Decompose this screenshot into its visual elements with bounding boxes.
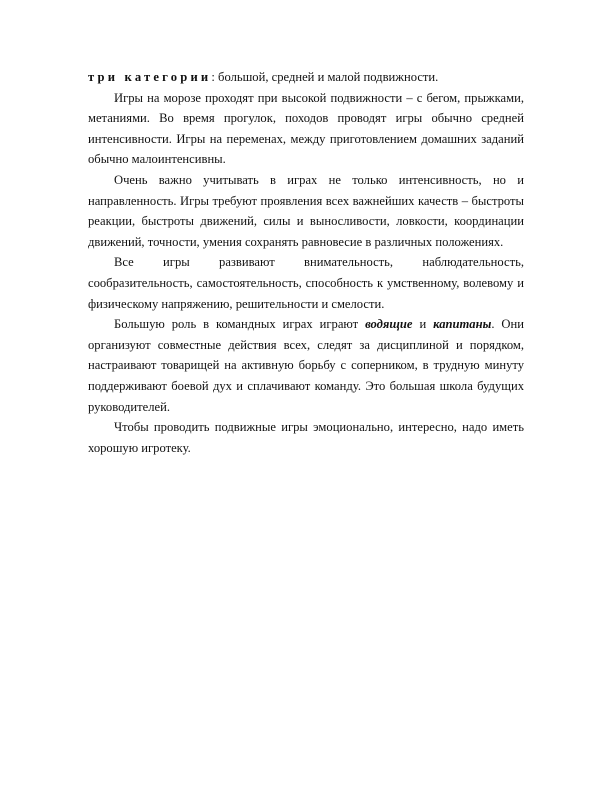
- emphasis-leaders: водящие: [365, 317, 413, 332]
- emphasis-captains: капитаны: [433, 317, 492, 332]
- paragraph-text: Большую роль в командных играх играют: [114, 317, 366, 332]
- paragraph-intensity: Игры на морозе проходят при высокой подвижности – с бегом, прыжками, метаниями. Во время прогулок, походов проводят игры обычно средней интенсивности. Игры на переменах, между приготовлением домашних заданий обычно малоинтенсивны.: [88, 90, 524, 167]
- paragraph-direction: Очень важно учитывать в играх не только интенсивность, но и направленность. Игры требуют проявления всех важнейших качеств – быстроты реакции, быстроты движений, силы и выносливости, ловкости, координации движений, точности, умения сохранять равновесие в различных положениях.: [88, 172, 524, 249]
- paragraph-text: . Они организуют совместные действия всех, следят за дисциплиной и порядком, настраивают товарищей на активную борьбу с соперником, в трудную минуту поддерживают боевой дух и сплачивают команду. Это большая школа будущих руководителей.: [88, 317, 525, 414]
- body-text: [88, 67, 524, 458]
- paragraph-team-roles: [88, 314, 524, 417]
- paragraph-categories: [88, 67, 524, 88]
- paragraph-text: и: [412, 317, 434, 332]
- spaced-emphasis: три категории: [88, 70, 212, 84]
- paragraph-text: : большой, средней и малой подвижности.: [211, 70, 439, 84]
- paragraph-development: Все игры развивают внимательность, наблюдательность, сообразительность, самостоятельность, способность к умственному, волевому и физическому напряжению, решительности и смелости.: [88, 255, 524, 311]
- paragraph-game-library: Чтобы проводить подвижные игры эмоционально, интересно, надо иметь хорошую игротеку.: [88, 420, 524, 455]
